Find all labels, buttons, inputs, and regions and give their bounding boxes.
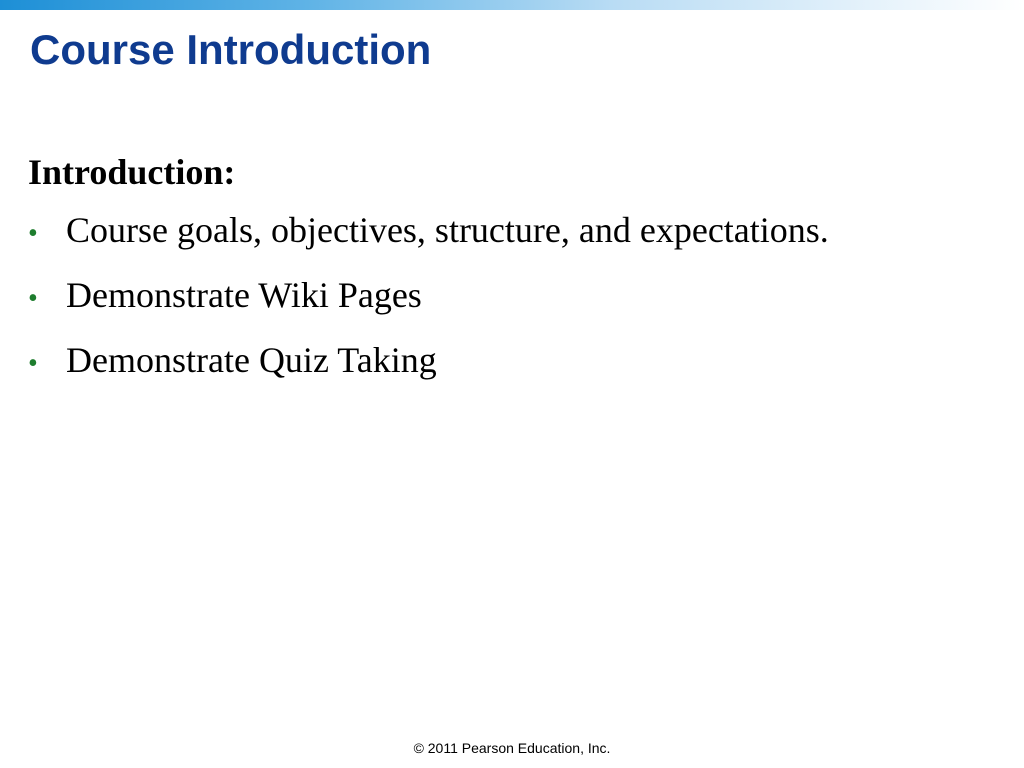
bullet-icon: • xyxy=(28,218,38,249)
bullet-list xyxy=(28,208,988,386)
bullet-icon: • xyxy=(28,348,38,379)
slide-content xyxy=(28,150,988,403)
bullet-text: Demonstrate Quiz Taking xyxy=(66,340,437,380)
top-accent-bar xyxy=(0,0,1024,10)
section-heading: Introduction: xyxy=(28,152,236,192)
copyright-footer: © 2011 Pearson Education, Inc. xyxy=(413,740,611,756)
bullet-text: Demonstrate Wiki Pages xyxy=(66,275,422,315)
bullet-icon: • xyxy=(28,283,38,314)
bullet-item xyxy=(28,338,988,386)
bullet-text: Course goals, objectives, structure, and expectations. xyxy=(66,210,829,250)
bullet-item xyxy=(28,273,988,321)
slide-title: Course Introduction xyxy=(30,26,432,73)
bullet-item xyxy=(28,208,988,256)
